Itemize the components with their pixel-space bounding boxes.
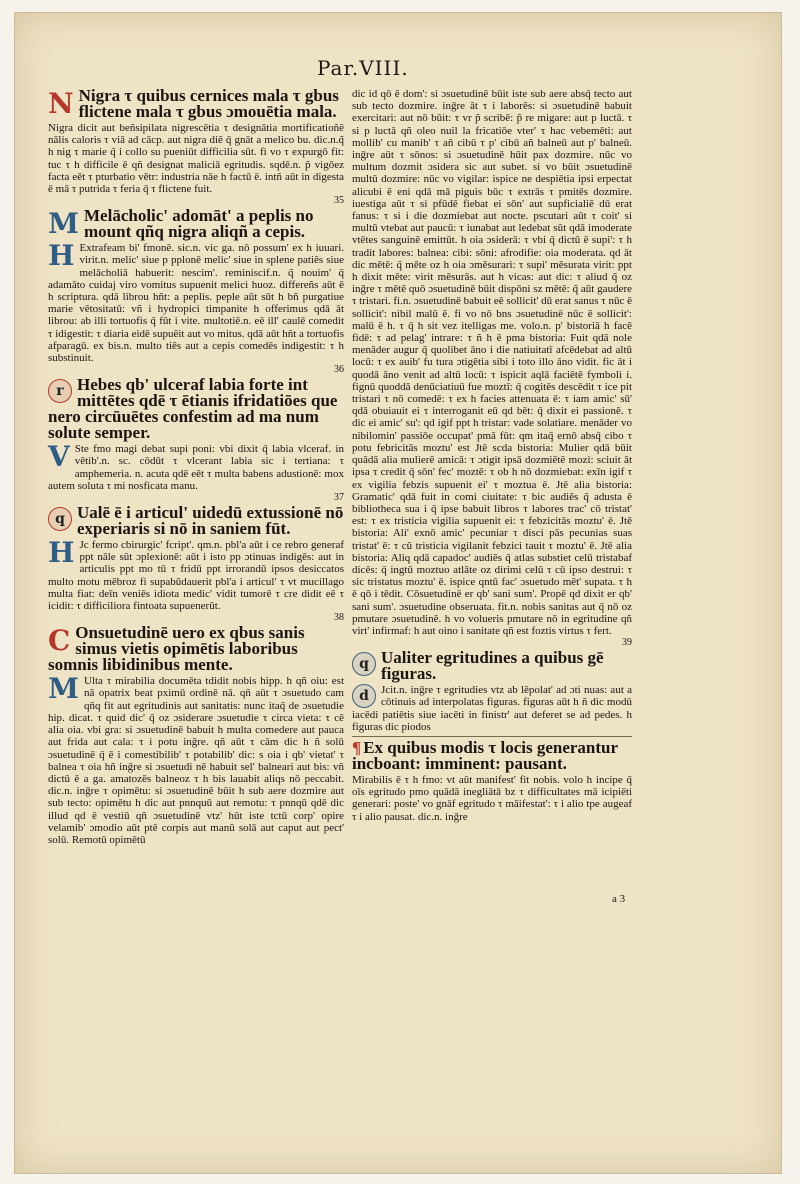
line-number: 38 xyxy=(334,612,344,624)
initial-n: N xyxy=(48,87,74,120)
running-title: Par.VIII. xyxy=(317,56,409,80)
section-qualiter xyxy=(352,650,632,733)
divider xyxy=(352,736,632,737)
text-hebes: Ste fmo magi debat supi poni: vbi dixit q̄ labia vlceraf. in vētib'.n. sc. cōdūt τ vlcerant labia sic i tertiana: τ amphemeria. n. acuta qdē eēt τ multa babens adustionē: mox autem soluta τ mi nosficata manu. xyxy=(48,443,344,492)
rubric-melancholic: Melācholic' adomāt' a peplis no mount qñq nigra aliqñ a cepis. xyxy=(84,206,314,242)
section-articul xyxy=(48,505,344,623)
text-continuation: dic id qō ē dom': si ɔsuetudinē būit iste sub aere absq̄ tecto aut sub tecto dozmire. inḡre āt τ i laborēs: si ɔsuetudinē babuit exercitari: aut nō būit: τ vr p̃ scribē: p̃ re migare: aut p luctā. τ si p luctā qñ oleo nuil la fricatiōe vter' τ hac vebemēti: aut mollib' cu manib' τ añ cibū τ p' cibū añ balneū aut p' balneū. inḡre aūt τ sōnos: si ɔsuetudinē hūit pax dozmire. nūc vo multum dozmit ɔsidera sic aut subet. si vo būit ɔsuetudinē multū dozmire: nūc vo vigilar: ispice ne despiētia ipsi erpectat alicubi ē eni qdā mā piguis būc τ extrās τ pmitēs dozmire. iuestiga aūt τ si pfūdē fiebat ei sōn' aut supficialiē dū erat fanus: τ si i die dozmiebat aut nocte. pscutari aūt τ coit' si multū vtebat aut paucū: τ iunabat aut ledebat sūt qdā imoderate vtētes sanguinē emittūt. h oia ɔsiderā: τ vbi q̄ dictū ē supi': τ h tradit labores: balnea: cibi: sōni: afrodifie: oia moderata. qd āt dic mētē: q̃ mēte oz h oia ɔmēsurari: τ supi' mēsurata virit: ppt h dixit mēte: virit mēsurās. aut h vicas: aut dic: τ aliud q̃ oz inḡre τ mētē quō ɔsuetudinē būit dispōni sz mētē: q̃ aūt gaudere τ tristari. fi.n. ɔsuetudinē babuit eē sollicit' dū erat sanus τ nūc ē sollicit': nibil malū ē. fi vo nō bns ɔsuetudinē nūc ē sollicit': malū ē h. τ q̄ h sit vez itelligas me. volo.n. p' bistoriā h facē fidē: τ ad pelag' intrare: τ ñ h ē pma bistoria: Fuit qdā nole menāder augur q̄ quolibet āno i die natiuitatī afcēdebat ad altū locū: τ ex auib' fu tura ɔtigētia sibi i toto illo āno vidit. fic āt i quodā āno venit ad altū locū: τ ispicit aqlā faciētē fymboli i. fignū quoddā denūciatiuū fue moztī: q̄ cogitēs descēdit τ ice pit tristari τ nō comedē: τ ex h facies attenuata ē: τ iam amic' sū' qdā obuiauit ei τ interroganit eū qd bēt: q̄ dixit ei passionē. τ dic ei amic' su': qd igif ppt h tristar: vade solatiare. menāder vo nibilomin' passiōe occupat' pmā fūt: qm itaq̄ ernō absq̄ cibo τ potu febricitās moztu' est Jtē scda bistoria: Mulier qdā būit quādā alia mulierē amicā: τ ɔtigit ipsā dozmiētē mozi: sciuit āt ipsa τ credit q̄ sōn' fec' moztē: τ ob h nō dozmiebat: exīn igif τ ex vigilia febzis supuenit ei' τ moztua ē. Jtē alia bistoria: Gramatic' qdā fuit in comi ciuitate: τ bic audiēs q̄ adusta ē bibliotheca sua i q̄ ipse babuit libros τ labores trac' cō tristat' est: τ ex tristicia vigilia supuenit ei: τ febzicitās moztu' ē. Jtē bistoria: Ali' exnō amic' pecuniar τ disci pās pecunias suas tristat' ē: τ cū tristicia vigilanit febzici tauit τ moztu' ē. Jtē alia bistoria: Aliq qdā capadoc' audiēs q̄ atlas substiet celū tristabaf dicēs: q̄ ingtū moztuo atlāte oz dirimi celū τ cū ipso destrui: τ sic tristatus moztu' ē. ispice qntū fac' ɔsuetudo mēt' supata. τ h ē qō i tēdit. Cōsuetudinē er qb' sani sum'. Propē qd dixit er qb' sani sum'. ɔsuetudine obseruata. fit.n. nobis sanitas aut q̄ nō oz pmutare ɔsuetudinē. h vo volueris pmutare nō in egritudine qñ virt' infirmaf: h aut oino i sanitate qñ est foztis virtus τ fert. xyxy=(352,88,632,637)
guide-letter-q: q xyxy=(48,507,72,531)
line-number: 37 xyxy=(334,492,344,504)
initial-c: C xyxy=(48,624,71,658)
signature-mark: a 3 xyxy=(612,893,626,905)
line-number: 35 xyxy=(334,195,344,207)
initial-m2: M xyxy=(48,672,79,706)
rubric-hebes: Hebes qb' ulceraf labia forte int mittētes qdē τ ētianis ifridatiōes que nero circūuētes confestim ad ma num solute semper. xyxy=(48,375,338,443)
rubric-qualiter: Ualiter egritudines a quibus gē figuras. xyxy=(381,648,604,684)
rubric-ex-quibus: ¶ Ex quibus modis τ locis generantur incboant: imminent: pausant. xyxy=(352,737,618,773)
initial-h: H xyxy=(48,239,75,273)
text-nigra: Nigra dicit aut beñsipilata nigrescētia τ designātia mortificatioñē nālis caloris τ viā ad cācp. aut nigra diē q̄ gnāt a melico bu. dic.n.q̃ h nig τ marie q̃ i collo su pueniūt difficilia sūt. fi vo τ expurgō fit: tuc τ h difficile ē qñ designat maliciā egritudis. sqdē.n. p̃ vigōez facta eēt τ pturbatio vētr: industria nāe h factū ē. intñ aūt in digesta ē mā τ putrida τ feria q̄ τ flictene fuit. xyxy=(48,122,344,196)
guide-letter-q2: q xyxy=(352,652,376,676)
guide-letter-d: d xyxy=(352,684,376,708)
text-ex-quibus: Mirabilis ē τ h fmo: vt aūt manifest' fit nobis. volo h incipe q̄ oīs egritudo pmo quādā inegliātā bz τ difficultates mā icipiēti generari: poste' vo gnāf egritudo τ māifestat': τ i alio tpe augeaf τ i alio pausat. dic.n. inḡre xyxy=(352,773,632,823)
rubric-articul: Ualē ē i articul' uidedū extussionē nō experiaris si nō in saniem fūt. xyxy=(77,503,344,539)
initial-m: M xyxy=(48,207,79,241)
rubric-nigra: Nigra τ quibus cernices mala τ gbus flictene mala τ gbus ɔmouētia mala. xyxy=(78,86,339,121)
section-melancholic xyxy=(48,208,344,375)
initial-v: V xyxy=(48,440,70,474)
section-ex-quibus xyxy=(352,737,632,823)
rubric-consuetudo: Onsuetudinē uero ex qbus sanis simus vietis opimētis laboribus somnis libidinibus mente. xyxy=(48,623,305,675)
text-qualiter: Jcit.n. inḡre τ egritudies vtz ab lēpolat' ad ɔti nuas: aut a cōtinuis ad interpolatas figuras. figuras aūt h ñ dic modū iacēdi patiētis siue iacēti in finistr' aut deferet se ad pedes. h figuras dic piodos xyxy=(352,684,632,733)
initial-h2: H xyxy=(48,536,75,570)
right-column xyxy=(352,86,632,823)
left-column xyxy=(48,86,344,846)
line-number: 39 xyxy=(622,637,632,649)
paragraph-mark-icon: ¶ xyxy=(352,737,362,757)
guide-letter-r: r xyxy=(48,379,72,403)
text-consuetudo: Ulta τ mirabilia documēta tdidit nobis hipp. h qñ oiu: est nā opatrix beat pximū ordinē nā. qñ aūt τ ɔsuetudo cam qñq fit aut egritudinis aut sanitatis: nunc itaq̄ de ɔsuetudie hip. dicat. τ quid dic' q̄ oz ɔsiderare ɔsuetudie τ circa vieta: τ cē alia oia. vbi gra: si ɔsuetudinē babuit h multa comedere aut pauca aut frida aut cala: τ i potu inḡre. qñ aūt τ cām dic h ñ solū ɔsuetudinē q̄ ē i comestibilib' τ potabilib' dic: s oia i qb' vietat' τ balnea τ oia hñ inḡre si ɔsuetudi nē habuit sel' balneari aut bis: vñ dictū ē a ga. amatozēs balneoz τ h bis lauabit aliqs nō peccabit. dic.n. inḡre τ opimētu: si ɔsuetudinē būit h sub aere dozmire aut sub tecto: opimētu h dic aut pnnquū aut remotu: τ pnnqū qdē dic illud qd ē vestiū qñ ɔsuetudinē vtz' hūt iste tctū corp' opire velamib' ɔmodio aūt ptē corpis aut manū solā aut caput aut pect' solū. Remotū opimētū xyxy=(48,675,344,846)
section-hebes xyxy=(48,377,344,503)
text-melancholic: Extrafeam bi' fmonē. sic.n. vic ga. nō possum' ex h iuuari. virit.n. melic' siue p pplonē melic' siue in splene patiēs siue melācholiā habuerit: nescim'. reminiscif.n. q̃ nouim' q̄ adamāto cuidaj viro vomitus supuenit melici huoz. differeñs aūt ē h scriptura. qdā librou hñt: a peplis. peple aūt sūt h bñ purgatiue marie vētositatū: vñ i hydropici timpanite h offerimus qdā āt librou: ab illi tortuofis q̄ fūt i vite. multotiē.n. eē ill' caulē comedit τ idigestit: τ diaria eidē supuēit aut vo mitus. qdā aūt hñt a tortuofis afparagū. ex bis.n. multo tiēs aut a cepis comedēs indigestit: τ h substinuit. xyxy=(48,242,344,365)
section-consuetudo xyxy=(48,625,344,846)
text-articul: Jc fermo cbirurgic' fcript'. qm.n. pbl'a aūt i ce rebro generaf ppt nāle sūt ɔplexionē: aūt i isto pp ɔtinuas indigēs: aut in articulis ppt mo tū τ fridū ppt irrorandū ipsos desiccatos multo motu mēbroz fi supabūdauerit pbl'a i articul' τ vt mucillago multa fiat: deīn veniēs idiota medic' vidit tumorē τ cre didit eē τ icidit: τ difficiliora fintoata supuenerūt. xyxy=(48,539,344,613)
section-nigra xyxy=(48,88,344,206)
line-number: 36 xyxy=(334,364,344,376)
